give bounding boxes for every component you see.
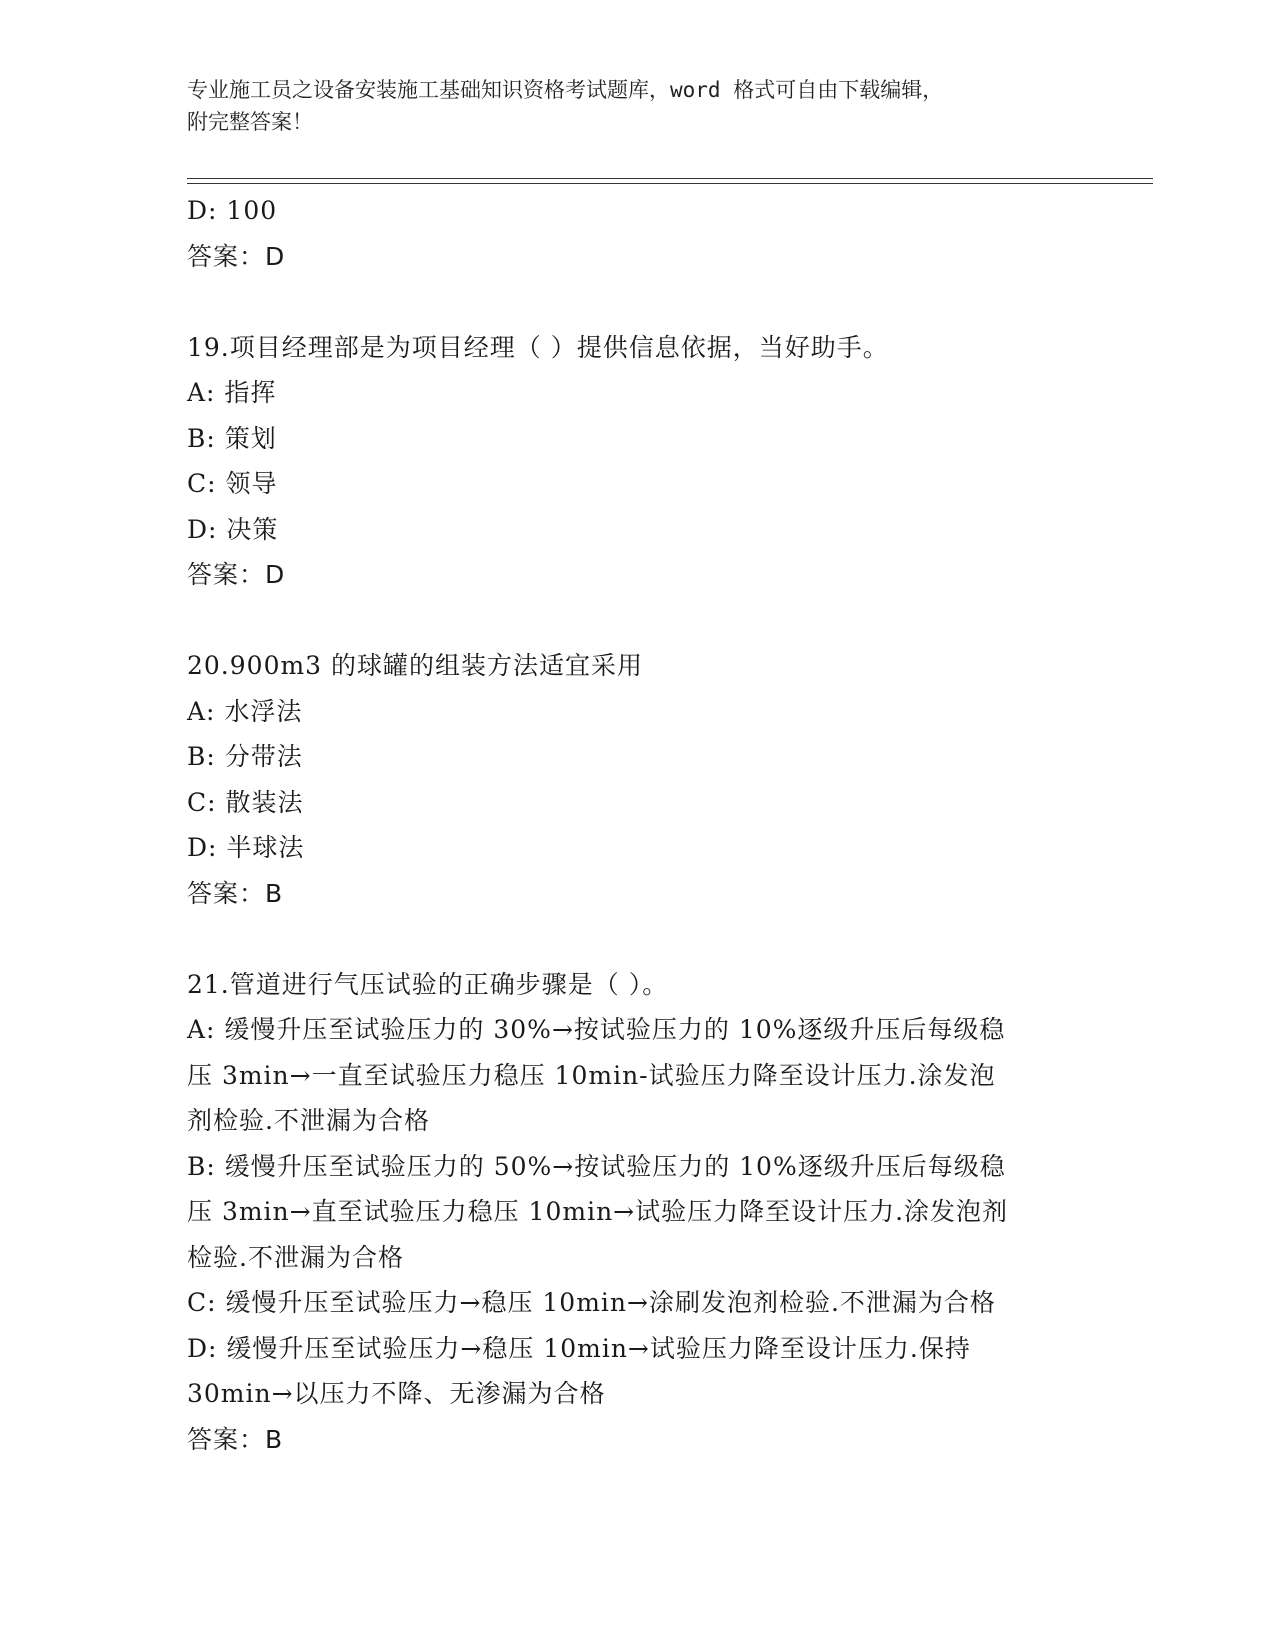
header-line-2: 附完整答案！ xyxy=(187,110,313,134)
option-c-line-1: C: 缓慢升压至试验压力→稳压 10min→涂刷发泡剂检验.不泄漏为合格 xyxy=(187,1288,996,1317)
spacer xyxy=(187,916,1087,962)
header-divider-bottom xyxy=(187,183,1153,184)
spacer xyxy=(187,598,1087,644)
question-stem: 21.管道进行气压试验的正确步骤是（ ）。 xyxy=(187,969,669,999)
option-d: D: 决策 xyxy=(187,514,279,544)
answer: 答案：D xyxy=(187,560,286,589)
option-a-line-1: A: 缓慢升压至试验压力的 30%→按试验压力的 10%逐级升压后每级稳 xyxy=(187,1015,1006,1044)
option-b: B: 策划 xyxy=(187,423,277,453)
option-d-line-1: D: 缓慢升压至试验压力→稳压 10min→试验压力降至设计压力.保持 xyxy=(187,1333,971,1363)
option-b-line-3: 检验.不泄漏为合格 xyxy=(187,1242,404,1272)
option-b-line-2: 压 3min→直至试验压力稳压 10min→试验压力降至设计压力.涂发泡剂 xyxy=(187,1197,1009,1226)
question-20 xyxy=(187,643,1087,916)
option-b: B: 分带法 xyxy=(187,742,303,771)
option-d: D: 半球法 xyxy=(187,833,305,862)
option-d-continued: D: 100 xyxy=(187,196,278,225)
spacer xyxy=(187,279,1087,325)
option-a: A: 水浮法 xyxy=(187,696,303,726)
question-21 xyxy=(187,962,1087,1463)
answer: 答案：B xyxy=(187,1424,284,1454)
question-content xyxy=(187,188,1087,1462)
option-a-line-2: 压 3min→一直至试验压力稳压 10min-试验压力降至设计压力.涂发泡 xyxy=(187,1060,996,1090)
option-d-line-2: 30min→以压力不降、无渗漏为合格 xyxy=(187,1379,606,1408)
option-b-line-1: B: 缓慢升压至试验压力的 50%→按试验压力的 10%逐级升压后每级稳 xyxy=(187,1151,1006,1181)
question-stem: 20.900m3 的球罐的组装方法适宜采用 xyxy=(187,651,644,680)
option-a-line-3: 剂检验.不泄漏为合格 xyxy=(187,1106,430,1135)
document-header xyxy=(187,74,1067,138)
answer: 答案：B xyxy=(187,878,284,908)
option-c: C: 领导 xyxy=(187,469,278,498)
option-c: C: 散装法 xyxy=(187,787,304,817)
header-line-1: 专业施工员之设备安装施工基础知识资格考试题库，word 格式可自由下载编辑， xyxy=(187,78,944,102)
header-divider-top xyxy=(187,178,1153,179)
question-stem: 19.项目经理部是为项目经理（ ）提供信息依据，当好助手。 xyxy=(187,332,889,362)
question-19 xyxy=(187,325,1087,598)
option-a: A: 指挥 xyxy=(187,378,277,407)
answer-continued: 答案：D xyxy=(187,241,286,271)
